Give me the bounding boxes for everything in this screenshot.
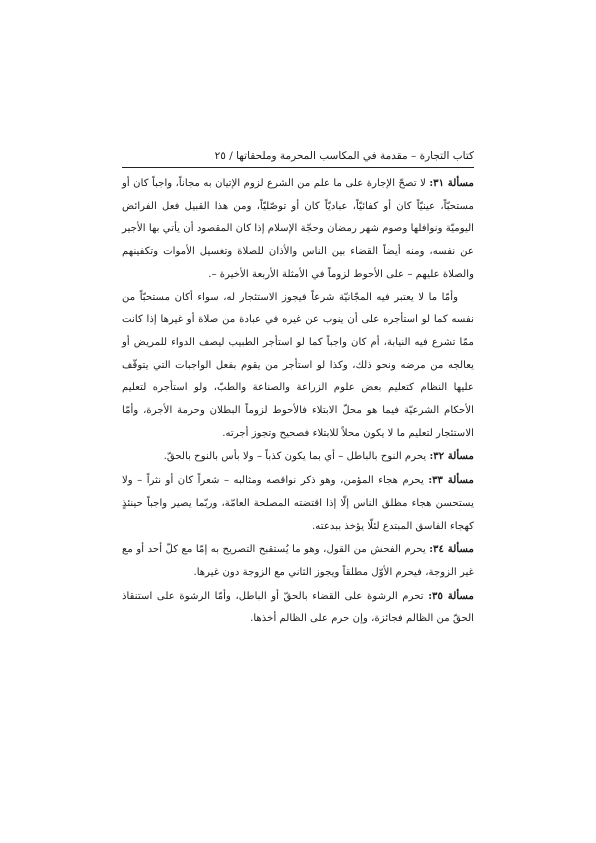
masala-32-label: مسألة ٣٢: xyxy=(429,450,474,463)
masala-35-label: مسألة ٣٥: xyxy=(428,589,474,602)
masala-35-text: تحرم الرشوة على القضاء بالحقّ أو الباطل، وأمّا الرشوة على استنقاذ الحقّ من الظالم فجائزة، وإن حرم على الظالم أخذها. xyxy=(122,590,474,625)
masala-32-text: يحرم النوح بالباطل – أي بما يكون كذباً – ولا بأس بالنوح بالحقّ. xyxy=(163,451,430,463)
continuation-text: وأمّا ما لا يعتبر فيه المجّانيّة شرعاً فيجوز الاستئجار له، سواء أكان مستحبّاً من نفسه كما لو استأجره على أن ينوب عن غيره في عبادة من صلاة أو غيرها إذا كانت ممّا تشرع فيه النيابة، أم كان واجباً كما لو استأجر الطبيب ليصف الدواء للمريض أو يعالجه من مرضه ونحو ذلك، وكذا لو استأجر من يقوم بفعل الواجبات التي يتوقّف عليها النظام كتعليم بعض علوم الزراعة والصناعة والطبّ، ولو استأجره لتعليم الأحكام الشرعيّة فيما هو محلّ الابتلاء فالأحوط لزوماً البطلان وحرمة الأجرة، وأمّا الاستئجار لتعليم ما لا يكون محلاً للابتلاء فصحيح وتجوز أجرته. xyxy=(122,291,474,439)
masala-34-label: مسألة ٣٤: xyxy=(429,543,474,556)
masala-33-paragraph xyxy=(122,469,474,538)
continuation-paragraph xyxy=(122,287,474,446)
masala-31-paragraph xyxy=(122,172,474,287)
masala-35-paragraph xyxy=(122,585,474,631)
masala-33-text: يحرم هجاء المؤمن، وهو ذكر نواقصه ومثالبه – شعراً كان أو نثراً – ولا يستحسن هجاء مطلق الناس إلّا إذا اقتضته المصلحة العامّة، وربّما يصير واجباً حينئذٍ كهجاء الفاسق المبتدع لئلّا يؤخذ ببدعته. xyxy=(122,475,474,532)
page-body xyxy=(122,172,474,631)
masala-34-paragraph xyxy=(122,538,474,584)
running-header: كتاب التجارة – مقدمة في المكاسب المحرمة وملحقاتها / ٢٥ xyxy=(122,147,474,168)
masala-33-label: مسألة ٣٣: xyxy=(428,474,475,487)
masala-32-paragraph xyxy=(122,445,474,469)
masala-34-text: يحرم الفحش من القول، وهو ما يُستقبح التصريح به إمّا مع كلّ أحد أو مع غير الزوجة، فيحرم الأوّل مطلقاً ويجوز الثاني مع الزوجة دون غيرها. xyxy=(122,544,474,578)
masala-31-label: مسألة ٣١: xyxy=(429,177,474,189)
masala-31-text: لا تصحّ الإجارة على ما علم من الشرع لزوم الإتيان به مجاناً، واجباً كان أو مستحبّاً، عينيّاً كان أو كفائيّاً، عباديّاً كان أو توصّليّاً، ومن هذا القبيل فعل الفرائض اليوميّة ونوافلها وصوم شهر رمضان وحجّة الإسلام إذا كان المقصود أن يأتي بها الأجير عن نفسه، ومنه أيضاً القضاء بين الناس والأذان للصلاة وتغسيل الأموات وتكفينهم والصلاة عليهم – على الأحوط لزوماً في الأمثلة الأربعة الأخيرة –. xyxy=(122,178,474,280)
